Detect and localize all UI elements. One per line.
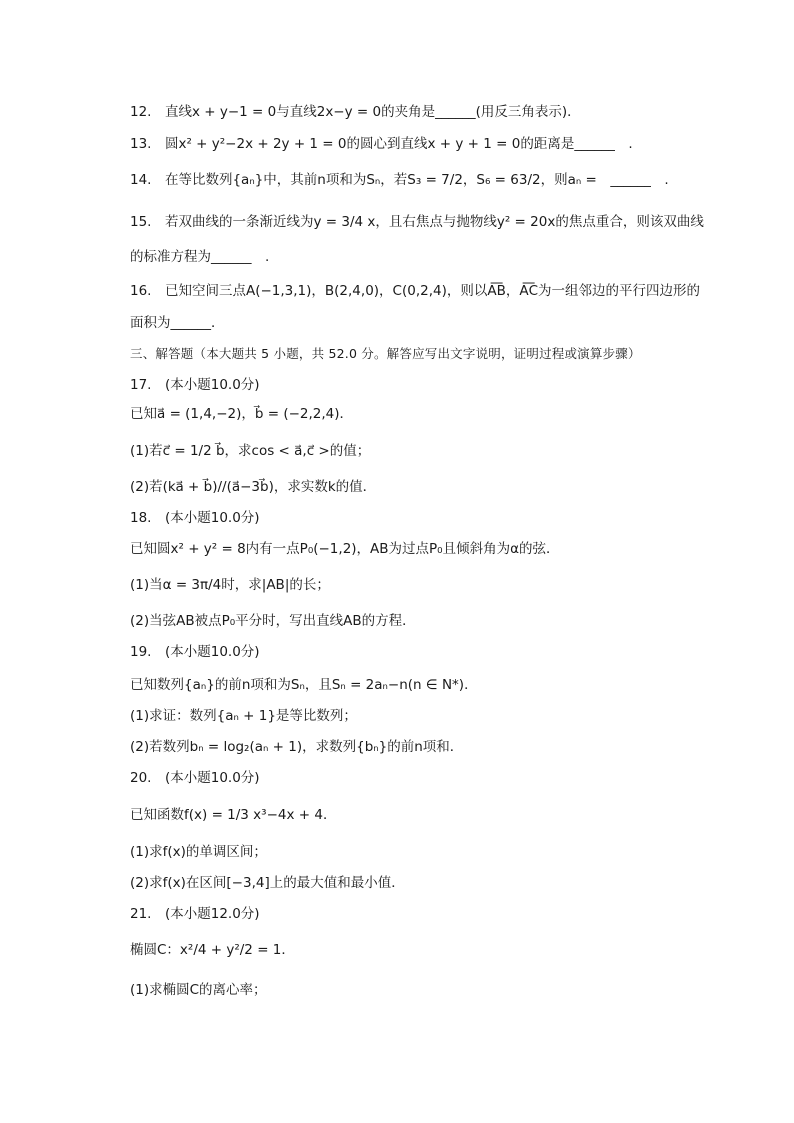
question-18-part2: (2)当弦AB被点P₀平分时，写出直线AB的方程． [130,613,416,629]
question-13: 13. 圆x² + y²−2x + 2y + 1 = 0的圆心到直线x + y + 1 = 0的距离是______ . [130,136,633,152]
question-21-title: 21. (本小题12.0分) [130,906,260,922]
question-19-given: 已知数列{aₙ}的前n项和为Sₙ，且Sₙ = 2aₙ−n(n ∈ N*)． [130,677,478,693]
question-21-part1: (1)求椭圆C的离心率； [130,982,267,998]
question-20-part1: (1)求f(x)的单调区间； [130,844,267,860]
question-18-part1: (1)当α = 3π/4时，求|AB|的长； [130,577,330,593]
question-17-part2: (2)若(ka⃗ + b⃗)//(a⃗−3b⃗)，求实数k的值． [130,479,377,495]
question-20-part2: (2)求f(x)在区间[−3,4]上的最大值和最小值． [130,875,405,891]
question-21-given: 椭圆C：x²/4 + y²/2 = 1． [130,942,295,958]
question-19-part2: (2)若数列bₙ = log₂(aₙ + 1)，求数列{bₙ}的前n项和． [130,739,464,755]
question-19-part1: (1)求证：数列{aₙ + 1}是等比数列； [130,708,357,724]
question-16-continued: 面积为______． [130,315,225,331]
question-19-title: 19. (本小题10.0分) [130,644,260,660]
question-20-given: 已知函数f(x) = 1/3 x³−4x + 4． [130,807,337,823]
question-20-title: 20. (本小题10.0分) [130,770,260,786]
question-12: 12. 直线x + y−1 = 0与直线2x−y = 0的夹角是______(用反三角表示)． [130,104,581,120]
question-15: 15. 若双曲线的一条渐近线为y = 3/4 x，且右焦点与抛物线y² = 20x的焦点重合，则该双曲线 [130,214,704,230]
question-18-given: 已知圆x² + y² = 8内有一点P₀(−1,2)，AB为过点P₀且倾斜角为α的弦． [130,541,560,557]
question-15-continued: 的标准方程为______ . [130,249,270,265]
question-18-title: 18. (本小题10.0分) [130,510,260,526]
question-16: 16. 已知空间三点A(−1,3,1)，B(2,4,0)，C(0,2,4)，则以A͞B，A͞C为一组邻边的平行四边形的 [130,283,701,299]
question-17-part1: (1)若c⃗ = 1/2 b⃗，求cos < a⃗,c⃗ >的值； [130,443,371,459]
question-14: 14. 在等比数列{aₙ}中，其前n项和为Sₙ，若S₃ = 7/2，S₆ = 63/2，则aₙ = ______ . [130,172,669,188]
question-17-title: 17. (本小题10.0分) [130,377,260,393]
section-header-answers: 三、解答题（本大题共 5 小题，共 52.0 分。解答应写出文字说明，证明过程或演算步骤） [130,346,641,361]
question-17-given: 已知a⃗ = (1,4,−2)，b⃗ = (−2,2,4)． [130,406,354,422]
